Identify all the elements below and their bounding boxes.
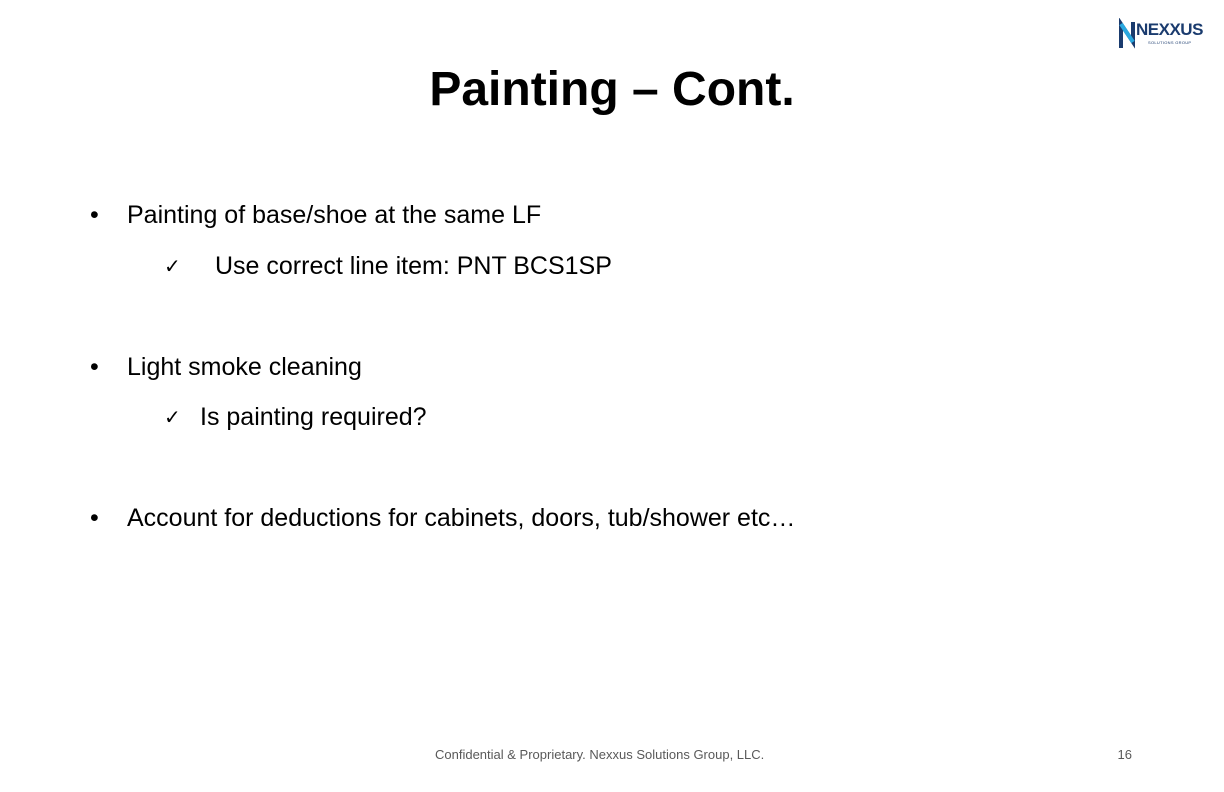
check-icon: ✓ (164, 405, 181, 429)
bullet-marker: • (90, 504, 99, 532)
bullet-marker: • (90, 353, 99, 381)
page-number: 16 (1117, 747, 1132, 762)
footer-text: Confidential & Proprietary. Nexxus Solutions Group, LLC. (435, 747, 765, 762)
slide-title: Painting – Cont. (429, 63, 795, 116)
bullet-text: Light smoke cleaning (127, 353, 362, 381)
bullet-text: Painting of base/shoe at the same LF (127, 201, 542, 229)
check-icon: ✓ (164, 254, 181, 278)
logo-wordmark: NEXXUS (1136, 20, 1203, 39)
bullet-marker: • (90, 201, 99, 229)
company-logo (1118, 18, 1203, 52)
bullet-text: Account for deductions for cabinets, doors, tub/shower etc… (127, 504, 796, 532)
logo-tagline: SOLUTIONS GROUP (1148, 40, 1192, 45)
sub-bullet-text: Is painting required? (200, 403, 427, 431)
sub-bullet-text: Use correct line item: PNT BCS1SP (215, 252, 612, 280)
